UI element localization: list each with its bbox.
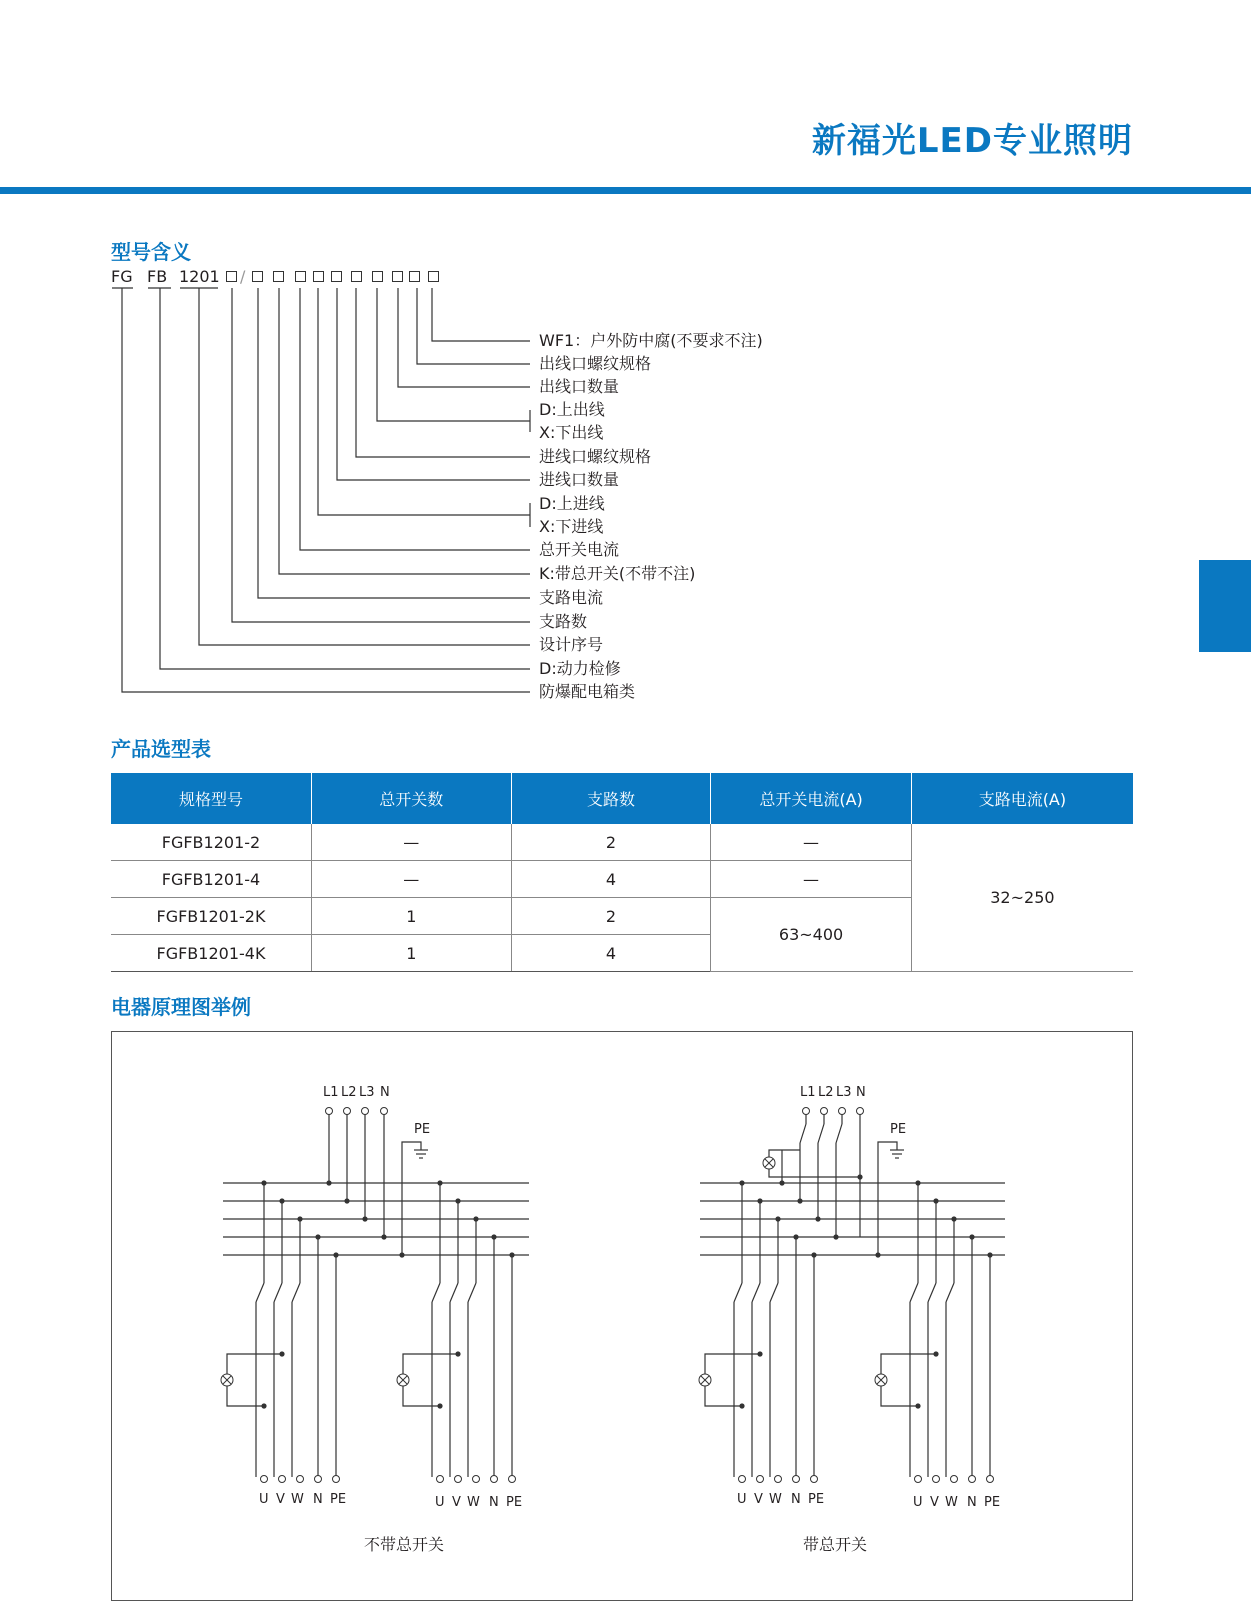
input-label: N (380, 1085, 390, 1100)
decode-label: 进线口螺纹规格 (539, 447, 652, 466)
output-label: PE (808, 1492, 825, 1507)
decode-label: X:下出线 (539, 423, 604, 442)
decode-label: 出线口螺纹规格 (539, 354, 652, 373)
cell-main-switch: — (311, 824, 511, 861)
code-1201: 1201 (179, 267, 220, 286)
output-label: U (259, 1492, 269, 1507)
output-label: PE (330, 1492, 347, 1507)
cell-model: FGFB1201-2K (111, 898, 311, 935)
circuit-right (700, 1113, 1005, 1477)
input-label: L1 (323, 1085, 339, 1100)
output-label: U (913, 1495, 923, 1510)
col-header: 总开关数 (311, 773, 511, 824)
cell-main-switch: 1 (311, 935, 511, 972)
lamp-icon (763, 1157, 775, 1169)
decode-label: X:下进线 (539, 517, 604, 536)
caption-right: 带总开关 (803, 1535, 868, 1554)
brand-title: 新福光LED专业照明 (811, 121, 1133, 161)
output-label: W (945, 1495, 958, 1510)
cell-branches: 4 (511, 935, 711, 972)
decode-label: D:动力检修 (539, 659, 621, 678)
input-label: L2 (341, 1085, 357, 1100)
decode-label: K:带总开关(不带不注) (539, 564, 696, 583)
cell-model: FGFB1201-2 (111, 824, 311, 861)
cell-model: FGFB1201-4K (111, 935, 311, 972)
decode-label: WF1：户外防中腐(不要求不注) (539, 331, 763, 350)
output-label: V (754, 1492, 763, 1507)
input-label: L1 (800, 1085, 816, 1100)
output-label: N (967, 1495, 977, 1510)
output-label: W (291, 1492, 304, 1507)
col-header: 支路数 (511, 773, 711, 824)
circuit-right-nodes (739, 1174, 992, 1408)
cell-main-switch: 1 (311, 898, 511, 935)
decode-label: 进线口数量 (539, 470, 620, 489)
output-label: U (435, 1495, 445, 1510)
selection-table-heading: 产品选型表 (111, 737, 211, 761)
cell-main-current: 63~400 (711, 898, 912, 972)
cell-main-switch: — (311, 861, 511, 898)
decode-label: 防爆配电箱类 (539, 682, 636, 701)
cell-branches: 4 (511, 861, 711, 898)
output-label: W (769, 1492, 782, 1507)
caption-left: 不带总开关 (364, 1535, 445, 1554)
output-label: N (489, 1495, 499, 1510)
output-label: PE (984, 1495, 1001, 1510)
cell-main-current: — (711, 824, 912, 861)
cell-branches: 2 (511, 824, 711, 861)
circuit-left-nodes (261, 1180, 514, 1408)
model-meaning-heading: 型号含义 (111, 240, 191, 264)
decode-label: 支路电流 (539, 588, 604, 607)
cell-main-current: — (711, 861, 912, 898)
output-label: V (930, 1495, 939, 1510)
output-label: V (452, 1495, 461, 1510)
lamp-icon (699, 1374, 711, 1386)
output-label: N (313, 1492, 323, 1507)
col-header: 规格型号 (111, 773, 311, 824)
circuit-left (223, 1113, 529, 1477)
output-label: W (467, 1495, 480, 1510)
output-label: V (276, 1492, 285, 1507)
output-label: PE (506, 1495, 523, 1510)
decode-label: D:上出线 (539, 400, 605, 419)
code-fb: FB (147, 267, 168, 286)
cell-branches: 2 (511, 898, 711, 935)
col-header: 支路电流(A) (911, 773, 1133, 824)
circuit-heading: 电器原理图举例 (111, 995, 251, 1019)
terminal-icons (739, 1108, 994, 1483)
input-label: L3 (836, 1085, 852, 1100)
col-header: 总开关电流(A) (711, 773, 912, 824)
output-label: U (737, 1492, 747, 1507)
lamp-icon (221, 1374, 233, 1386)
input-label: L3 (359, 1085, 375, 1100)
code-slash: / (240, 267, 246, 286)
input-label: L2 (818, 1085, 834, 1100)
lamp-icon (875, 1374, 887, 1386)
code-fg: FG (111, 267, 133, 286)
terminal-icons (261, 1108, 516, 1483)
cell-model: FGFB1201-4 (111, 861, 311, 898)
pe-label: PE (890, 1122, 907, 1137)
cell-branch-current: 32~250 (911, 824, 1133, 972)
pe-label: PE (414, 1122, 431, 1137)
lamp-icon (397, 1374, 409, 1386)
output-label: N (791, 1492, 801, 1507)
decode-label: 设计序号 (539, 635, 604, 654)
decode-label: 总开关电流 (539, 540, 620, 559)
input-label: N (856, 1085, 866, 1100)
decode-label: D:上进线 (539, 494, 605, 513)
decode-label: 支路数 (539, 612, 588, 631)
decode-label: 出线口数量 (539, 377, 620, 396)
